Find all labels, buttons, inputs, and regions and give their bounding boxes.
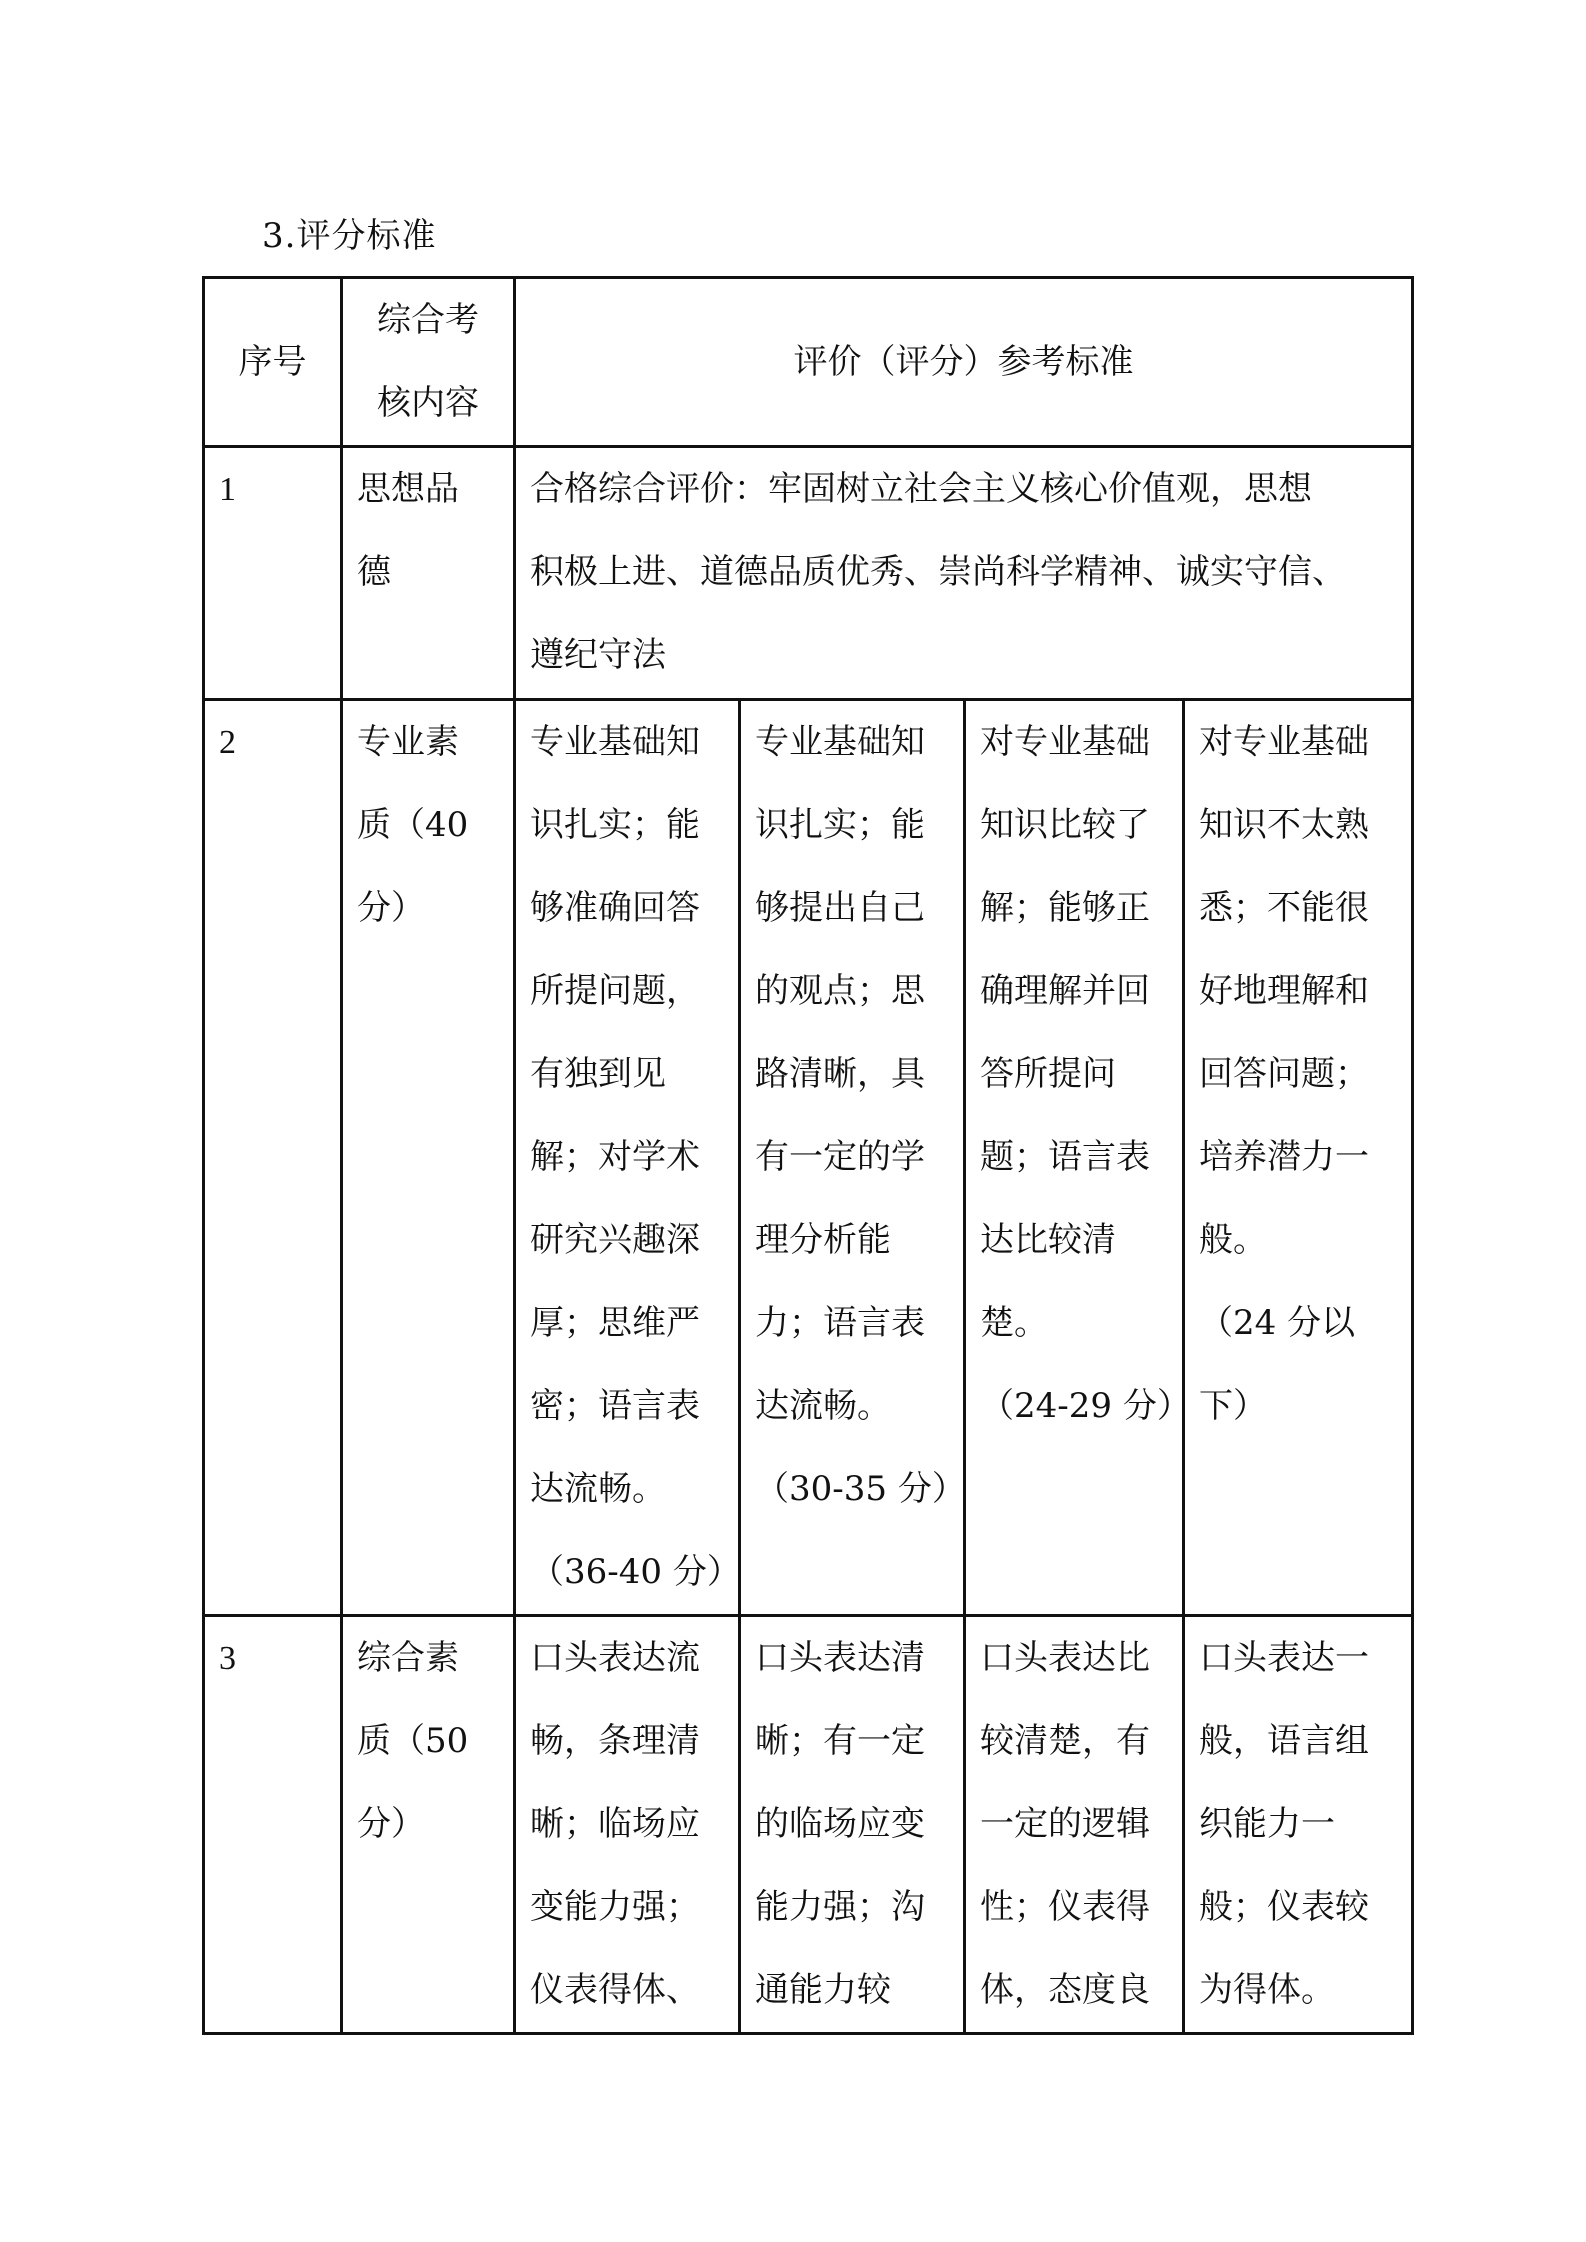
header-content-line: 核内容 xyxy=(377,383,479,423)
row3-level-4 xyxy=(1184,1616,1413,2034)
standard-line: 积极上进、道德品质优秀、崇尚科学精神、诚实守信、 xyxy=(530,552,1346,592)
row3-level-2 xyxy=(740,1616,965,2034)
table-row xyxy=(204,1616,1413,2034)
level-line: 口头表达清 xyxy=(755,1638,925,1678)
row1-standard xyxy=(515,447,1413,700)
table-row xyxy=(204,447,1413,700)
level-line: 对专业基础 xyxy=(1199,722,1369,762)
level-line: 般。 xyxy=(1199,1220,1267,1260)
level-line: 识扎实；能 xyxy=(530,805,700,845)
level-line: 织能力一 xyxy=(1199,1804,1335,1844)
header-content-line: 综合考 xyxy=(377,300,479,340)
row2-level-3 xyxy=(965,700,1191,1616)
header-seq xyxy=(204,278,342,447)
level-line: 达流畅。 xyxy=(755,1386,891,1426)
level-line: 下） xyxy=(1199,1386,1267,1426)
level-line: 解；对学术 xyxy=(530,1137,700,1177)
level-line: 口头表达流 xyxy=(530,1638,700,1678)
header-standard xyxy=(515,278,1413,447)
row2-content xyxy=(342,700,515,1616)
content-line: 分） xyxy=(357,888,425,928)
level-line: （24 分以 xyxy=(1199,1303,1356,1343)
row1-content xyxy=(342,447,515,700)
level-line: 知识比较了 xyxy=(980,805,1150,845)
level-line: （24-29 分） xyxy=(980,1386,1191,1426)
level-line: 有独到见 xyxy=(530,1054,666,1094)
level-line: 较清楚，有 xyxy=(980,1721,1150,1761)
level-line: 般；仪表较 xyxy=(1199,1887,1369,1927)
header-content xyxy=(342,278,515,447)
level-line: 晰；临场应 xyxy=(530,1804,700,1844)
level-line: 专业基础知 xyxy=(530,722,700,762)
level-line: 专业基础知 xyxy=(755,722,925,762)
level-line: 回答问题； xyxy=(1199,1054,1369,1094)
level-line: 够准确回答 xyxy=(530,888,700,928)
row-seq-text: 1 xyxy=(219,471,236,508)
level-line: 性；仪表得 xyxy=(980,1887,1150,1927)
content-line: 专业素 xyxy=(357,722,459,762)
level-line: 为得体。 xyxy=(1199,1970,1335,2010)
content-line: 德 xyxy=(357,552,391,592)
content-line: 质（40 xyxy=(357,805,469,845)
content-line: 分） xyxy=(357,1804,425,1844)
level-line: 密；语言表 xyxy=(530,1386,700,1426)
standard-line: 合格综合评价：牢固树立社会主义核心价值观，思想 xyxy=(530,469,1312,509)
level-line: 答所提问 xyxy=(980,1054,1116,1094)
level-line: （30-35 分） xyxy=(755,1469,966,1509)
row3-content xyxy=(342,1616,515,2034)
level-line: （36-40 分） xyxy=(530,1552,741,1592)
level-line: 培养潜力一 xyxy=(1199,1137,1369,1177)
level-line: 理分析能 xyxy=(755,1220,891,1260)
standard-line: 遵纪守法 xyxy=(530,635,666,675)
level-line: 达比较清 xyxy=(980,1220,1116,1260)
row-seq-text: 3 xyxy=(219,1640,236,1677)
row2-level-1 xyxy=(515,700,740,1616)
level-line: 仪表得体、 xyxy=(530,1970,700,2010)
row-seq-text: 2 xyxy=(219,724,236,761)
level-line: 解；能够正 xyxy=(980,888,1150,928)
level-line: 一定的逻辑 xyxy=(980,1804,1150,1844)
level-line: 有一定的学 xyxy=(755,1137,925,1177)
content-line: 质（50 xyxy=(357,1721,469,1761)
level-line: 体，态度良 xyxy=(980,1970,1150,2010)
level-line: 悉；不能很 xyxy=(1199,888,1369,928)
level-line: 研究兴趣深 xyxy=(530,1220,700,1260)
row3-seq xyxy=(204,1616,342,2034)
level-line: 识扎实；能 xyxy=(755,805,925,845)
level-line: 变能力强； xyxy=(530,1887,700,1927)
level-line: 达流畅。 xyxy=(530,1469,666,1509)
level-line: 晰；有一定 xyxy=(755,1721,925,1761)
level-line: 的观点；思 xyxy=(755,971,925,1011)
content-line: 思想品 xyxy=(357,469,459,509)
header-seq-text: 序号 xyxy=(238,341,307,382)
level-line: 对专业基础 xyxy=(980,722,1150,762)
level-line: 知识不太熟 xyxy=(1199,805,1369,845)
header-standard-text: 评价（评分）参考标准 xyxy=(793,341,1134,382)
content-line: 综合素 xyxy=(357,1638,459,1678)
level-line: 够提出自己 xyxy=(755,888,925,928)
level-line: 力；语言表 xyxy=(755,1303,925,1343)
row1-seq xyxy=(204,447,342,700)
level-line: 题；语言表 xyxy=(980,1137,1150,1177)
level-line: 所提问题， xyxy=(530,971,700,1011)
row2-level-2 xyxy=(740,700,965,1616)
level-line: 好地理解和 xyxy=(1199,971,1369,1011)
row2-level-4 xyxy=(1184,700,1413,1616)
level-line: 口头表达比 xyxy=(980,1638,1150,1678)
table-row xyxy=(204,700,1413,1616)
level-line: 通能力较 xyxy=(755,1970,891,2010)
row3-level-1 xyxy=(515,1616,740,2034)
level-line: 确理解并回 xyxy=(980,971,1150,1011)
section-heading: 3.评分标准 xyxy=(262,216,437,256)
level-line: 厚；思维严 xyxy=(530,1303,700,1343)
header-row xyxy=(204,278,1413,447)
row3-level-3 xyxy=(965,1616,1184,2034)
level-line: 般，语言组 xyxy=(1199,1721,1369,1761)
level-line: 楚。 xyxy=(980,1303,1048,1343)
level-line: 口头表达一 xyxy=(1199,1638,1369,1678)
level-line: 畅，条理清 xyxy=(530,1721,700,1761)
scoring-table xyxy=(202,276,1414,2035)
row2-seq xyxy=(204,700,342,1616)
level-line: 的临场应变 xyxy=(755,1804,925,1844)
level-line: 能力强；沟 xyxy=(755,1887,925,1927)
level-line: 路清晰，具 xyxy=(755,1054,925,1094)
